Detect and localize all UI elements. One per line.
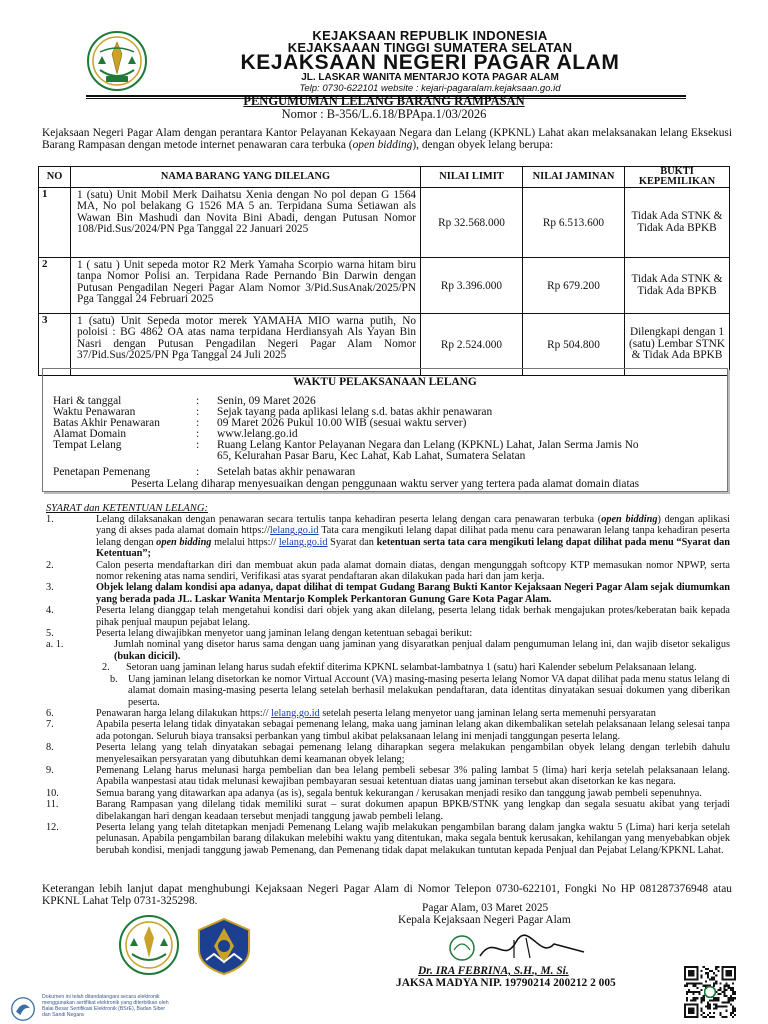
schedule-label: Tempat Lelang [53, 439, 122, 451]
esign-text: Dokumen ini telah ditandatangani secara elektronik menggunakan sertifikat elektronik yang diterbitkan oleh Balai Besar Sertifikasi Elektronik (BSrE), Badan Siber dan Sandi Negara [42, 994, 169, 1018]
header-nilai-limit: NILAI LIMIT [421, 167, 523, 188]
item-bukti: Dilengkapi dengan 1 (satu) Lembar STNK & Tidak Ada BPKB [625, 314, 730, 376]
letterhead-line-1: KEJAKSAAN REPUBLIK INDONESIA [312, 28, 548, 43]
schedule-colon: : [196, 417, 200, 429]
letterhead-contact: Telp: 0730-622101 website : kejari-pagaralam.kejaksaan.go.id [299, 83, 561, 94]
item-description: 1 (satu) Unit Sepeda motor merek YAMAHA MIO warna putih, No poloisi : BG 4862 OA atas nama terpidana Herdiansyah Als Yayan Bin Nasri dengan Putusan Pengadilan Negeri Pagar Alam Nomor 37/Pid.Sus/2025/PN Pga Tanggal 24 Juli 2025 [71, 314, 421, 376]
list-item: 7. Apabila peserta lelang tidak dinyatakan sebagai pemenang lelang, maka uang jaminan lelang akan dikembalikan setelah pelaksanaan lelang selesai tanpa ada potongan. Seluruh biaya transaksi perbankan yang timbul akibat pelaksanaan lelang ini menjadi tanggungan peserta lelang. [46, 719, 730, 742]
item-number: 3 [39, 314, 71, 376]
header-nama-barang: NAMA BARANG YANG DILELANG [71, 167, 421, 188]
list-item: 11. Barang Rampasan yang dilelang tidak memiliki surat – surat dokumen apapun BPKB/STNK yang lengkap dan segala sesuatu akibat yang terjadi dibelakangan hari dengan keadaan tersebut menjadi tanggung jawab pembeli lelang. [46, 799, 730, 822]
list-item: a. 1. Jumlah nominal yang disetor harus sama dengan uang jaminan yang disyaratkan penjual dalam pengumuman lelang ini, dan wajib disetor sekaligus (bukan dicicil). [46, 639, 730, 662]
contact-paragraph: Keterangan lebih lanjut dapat menghubungi Kejaksaan Negeri Pagar Alam di Nomor Telepon 0730-622101, Fongki No HP 081287376948 atau KPKNL Lahat Telp 0731-325298. [42, 883, 732, 908]
item-jaminan: Rp 679.200 [523, 258, 625, 314]
item-limit: Rp 2.524.000 [421, 314, 523, 376]
list-item: 2. Calon peserta mendaftarkan diri dan membuat akun pada alamat domain diatas, dengan mengunggah softcopy KTP memasukan nomor NPWP, serta nomor rekening atas nama sendiri, Verifikasi atas syarat pendaftaran akan dilakukan pada hari dan jam kerja. [46, 559, 730, 583]
schedule-label: Hari & tanggal [53, 395, 122, 407]
schedule-value: Sejak tayang pada aplikasi lelang s.d. batas akhir penawaran [217, 406, 493, 418]
schedule-value: www.lelang.go.id [217, 428, 298, 440]
list-item: 2. Setoran uang jaminan lelang harus sudah efektif diterima KPKNL selambat-lambatnya 1 (satu) hari Kalender sebelum Pelaksanaan lelang. [102, 662, 697, 674]
table-header-row [39, 167, 730, 188]
list-item: 9. Pemenang Lelang harus melunasi harga pembelian dan bea lelang pembeli sebesar 3% paling lambat 5 (lima) hari kerja setelah pelaksanaan lelang. Apabila wanpestasi atau tidak melunasi kewajiban pembayaran sesuai ketentuan diatas uang jaminan tersebut akan disetorkan ke kas negara. [46, 764, 730, 788]
terms-list [46, 514, 730, 856]
item-jaminan: Rp 6.513.600 [523, 188, 625, 258]
schedule-value: Ruang Lelang Kantor Pelayanan Negara dan Lelang (KPKNL) Lahat, Jalan Serma Jamis No 65, Kelurahan Pasar Baru, Kec Lahat, Kab Lahat, Sumatera Selatan [217, 439, 639, 463]
list-item: 1. Lelang dilaksanakan dengan penawaran secara tertulis tanpa kehadiran peserta lelang dengan cara penawaran terbuka (open bidding) dengan aplikasi yang di akses pada alamat domain https://lelang.go.id Tata cara mengikuti lelang dapat dilihat pada menu cara penawaran lelang tanpa kehadiran peserta lelang dengan open bidding melalui https:// lelang.go.id Syarat dan ketentuan serta tata cara mengikuti lelang dapat dilihat pada menu “Syarat dan Ketentuan”; [46, 514, 730, 560]
item-description: 1 ( satu ) Unit sepeda motor R2 Merk Yamaha Scorpio warna hitam biru tanpa Nomor Polisi an. Terpidana Rade Pernando Bin Darwin dengan Putusan Pengadilan Negeri Pagar Alam Nomor 3/Pid.SusAnak/2025/PN Pga Tanggal 24 Februari 2025 [71, 258, 421, 314]
letterhead-address: JL. LASKAR WANITA MENTARJO KOTA PAGAR ALAM [301, 72, 559, 83]
kemenkeu-logo-icon [194, 916, 254, 976]
schedule-note: Peserta Lelang diharap menyesuaikan dengan penggunaan waktu server yang tertera pada alamat domain diatas [130, 478, 640, 490]
schedule-label: Batas Akhir Penawaran [53, 417, 160, 429]
lelang-link[interactable]: lelang.go.id [269, 525, 319, 537]
kejaksaan-seal-icon [118, 914, 180, 976]
item-bukti: Tidak Ada STNK & Tidak Ada BPKB [625, 188, 730, 258]
header-nilai-jaminan: NILAI JAMINAN [523, 167, 625, 188]
item-bukti: Tidak Ada STNK & Tidak Ada BPKB [625, 258, 730, 314]
item-limit: Rp 3.396.000 [421, 258, 523, 314]
header-no: NO [39, 167, 71, 188]
letterhead-line-2: KEJAKSAAAN TINGGI SUMATERA SELATAN [287, 40, 573, 55]
lelang-link[interactable]: lelang.go.id [271, 707, 320, 719]
auction-items-table [38, 166, 730, 376]
intro-paragraph: Kejaksaan Negeri Pagar Alam dengan perantara Kantor Pelayanan Kekayaan Negara dan Lelang (KPKNL) Lahat akan melaksanakan lelang Eksekusi Barang Rampasan dengan metode internet penawaran cara terbuka (open bidding), dengan obyek lelang berupa: [42, 127, 732, 152]
kejaksaan-logo-icon [86, 30, 148, 92]
list-item: 12. Peserta lelang yang telah ditetapkan menjadi Pemenang Lelang wajib melakukan pengambilan barang dalam jangka waktu 5 (Lima) hari kerja setelah pelunasan. Apabila pengambilan barang dilakukan melebihi waktu yang ditentukan, maka segala bentuk kerusakan, kehilangan yang menyebabkan objek berubah kondisi, menjadi tanggung jawab Pemenang, dan Pemenang tidak dapat melakukan tuntutan kepada Penjual dan Pejabat Lelang/KPKNL Lahat. [46, 821, 730, 856]
letterhead-office-name: KEJAKSAAN NEGERI PAGAR ALAM [240, 51, 620, 74]
schedule-label: Penetapan Pemenang [53, 466, 151, 478]
signature-stamp-icon [444, 930, 594, 966]
terms-heading: SYARAT dan KETENTUAN LELANG: [46, 503, 209, 514]
signer-name: Dr. IRA FEBRINA, S.H., M. Si. [418, 965, 569, 977]
qr-code-icon [684, 966, 736, 1018]
schedule-value: 09 Maret 2026 Pukul 10.00 WIB (sesuai waktu server) [217, 417, 467, 429]
schedule-title: WAKTU PELAKSANAAN LELANG [293, 376, 477, 388]
table-row [39, 314, 730, 376]
schedule-colon: : [196, 406, 200, 418]
schedule-colon: : [196, 395, 200, 407]
bsre-logo-icon [10, 996, 36, 1022]
schedule-colon: : [196, 428, 200, 440]
item-limit: Rp 32.568.000 [421, 188, 523, 258]
document-number: Nomor : B-356/L.6.18/BPApa.1/03/2026 [281, 107, 487, 121]
table-row [39, 188, 730, 258]
schedule-label: Alamat Domain [53, 428, 127, 440]
schedule-label: Waktu Penawaran [53, 406, 136, 418]
item-description: 1 (satu) Unit Mobil Merk Daihatsu Xenia dengan No pol depan G 1564 MA, No pol belakang G 1526 MA 5 an. Terpidana Suma Setiawan als Wawan Bin Mashudi dan Novita Bini Abadi, dengan Putusan Nomor 108/Pid.Sus/2024/PN Pga Tanggal 22 Januari 2025 [71, 188, 421, 258]
header-bukti-kepemilikan: BUKTI KEPEMILIKAN [625, 167, 730, 188]
schedule-value: Senin, 09 Maret 2026 [217, 395, 316, 407]
item-number: 1 [39, 188, 71, 258]
item-jaminan: Rp 504.800 [523, 314, 625, 376]
schedule-colon: : [196, 466, 200, 478]
list-item: 4. Peserta lelang dianggap telah mengetahui kondisi dari objek yang akan dilelang, peserta lelang tidak berhak mengajukan protes/keberatan baik kepada pihak penjual maupun pejabat lelang. [46, 605, 730, 628]
list-item: 3. Objek lelang dalam kondisi apa adanya, dapat dilihat di tempat Gudang Barang Bukti Kantor Kejaksaan Negeri Pagar Alam sejak diumumkan yang berada pada JL. Laskar Wanita Mentarjo Komplek Perkantoran Gunung Gare Kota Pagar Alam. [46, 582, 730, 605]
list-item: 6. Penawaran harga lelang dilakukan https:// lelang.go.id setelah peserta lelang menyetor uang jaminan lelang serta memenuhi persyaratan [46, 707, 656, 719]
announcement-title: PENGUMUMAN LELANG BARANG RAMPASAN [243, 94, 525, 108]
item-number: 2 [39, 258, 71, 314]
schedule-value: Setelah batas akhir penawaran [217, 466, 356, 478]
list-item: 5. Peserta lelang diwajibkan menyetor uang jaminan lelang dengan ketentuan sebagai berikut: [46, 628, 473, 640]
list-item: b. Uang jaminan lelang disetorkan ke nomor Virtual Account (VA) masing-masing peserta lelang Nomor VA dapat dilihat pada menu status lelang di alamat domain masing-masing peserta lelang setelah berhasil melakukan pendaftaran, data identitas dinyatakan sesuai dokumen yang diberikan peserta. [110, 673, 730, 708]
esign-footer [8, 994, 168, 1024]
signer-title: Kepala Kejaksaan Negeri Pagar Alam [398, 914, 571, 926]
lelang-link[interactable]: lelang.go.id [278, 536, 328, 548]
schedule-box [42, 368, 728, 492]
place-date: Pagar Alam, 03 Maret 2025 [422, 902, 549, 914]
list-item: 10. Semua barang yang ditawarkan apa adanya (as is), segala bentuk kekurangan / kerusakan menjadi resiko dan tanggung jawab pembeli sepenuhnya. [46, 787, 702, 799]
list-item: 8. Peserta lelang yang telah dinyatakan sebagai pemenang lelang diharapkan segera melakukan pengambilan obyek lelang dengan terlebih dahulu menyelesaikan persyaratan yang dibutuhkan demi keamanan obyek lelang; [46, 742, 730, 765]
table-row [39, 258, 730, 314]
signer-nip: JAKSA MADYA NIP. 19790214 200212 2 005 [396, 977, 616, 989]
schedule-colon: : [196, 439, 200, 451]
